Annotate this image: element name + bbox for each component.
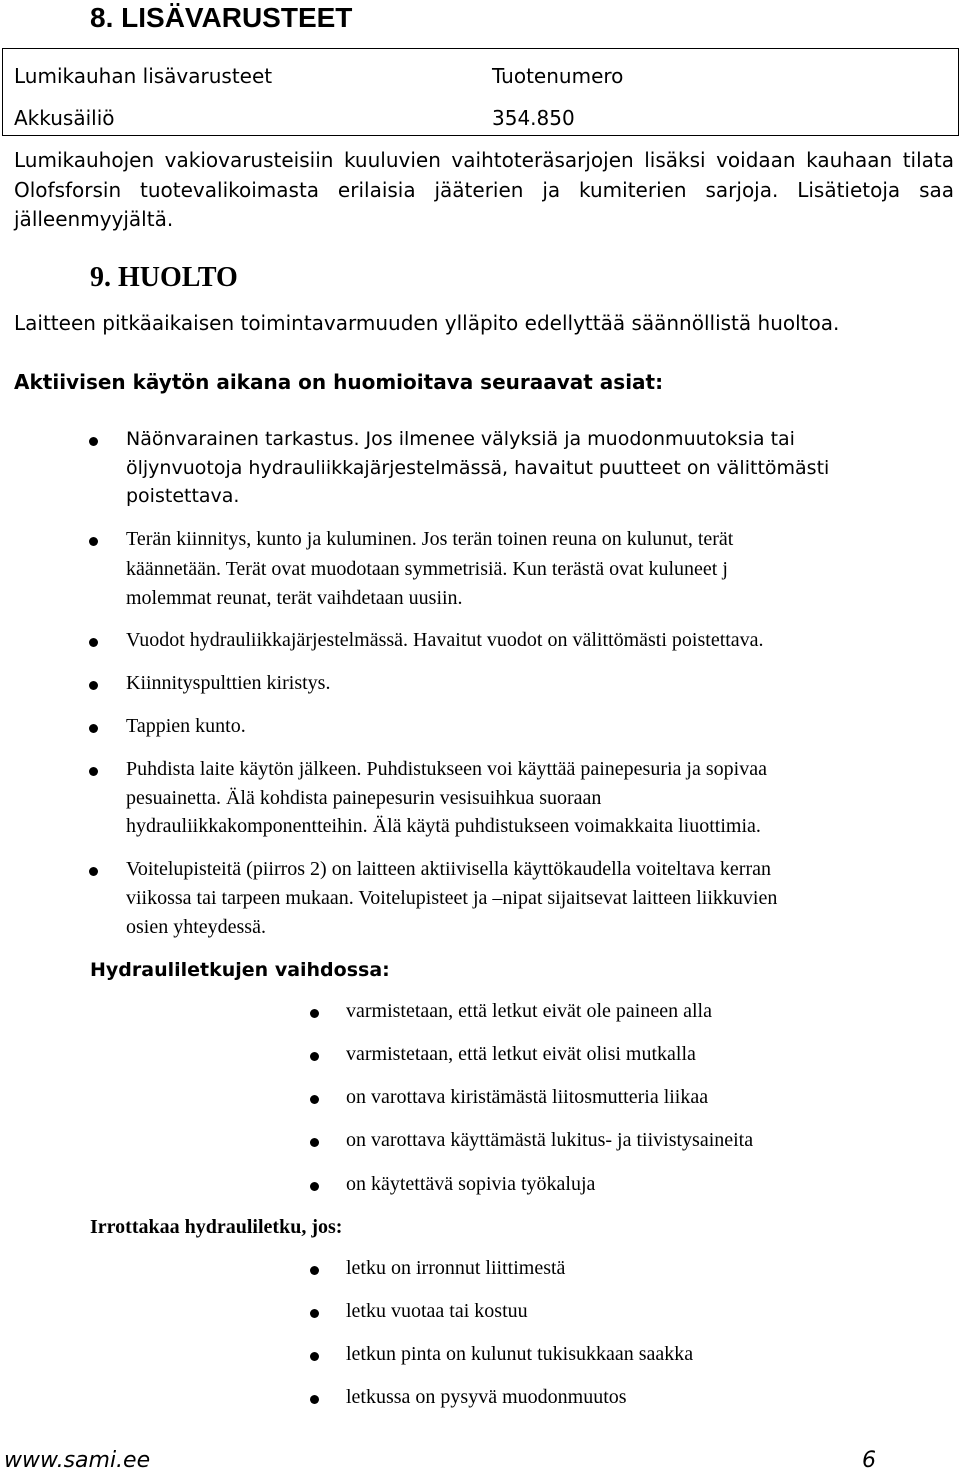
bullet-icon	[89, 767, 98, 776]
bullet-icon	[89, 537, 98, 546]
bullet-icon	[310, 1395, 319, 1404]
bullet-icon	[89, 867, 98, 876]
list-item-line: molemmat reunat, terät vaihdetaan uusiin.	[126, 587, 463, 609]
list-item-line: Tappien kunto.	[126, 715, 246, 737]
hose-item: on käytettävä sopivia työkaluja	[346, 1173, 596, 1195]
hose-heading: Hydrauliletkujen vaihdossa:	[90, 959, 390, 981]
active-use-heading: Aktiivisen käytön aikana on huomioitava seuraavat asiat:	[14, 370, 664, 394]
bullet-icon	[89, 638, 98, 647]
list-item-line: poistettava.	[126, 485, 240, 507]
hose-item: varmistetaan, että letkut eivät ole paineen alla	[346, 1000, 712, 1022]
bullet-icon	[89, 681, 98, 690]
bullet-icon	[89, 437, 98, 446]
list-item-line: Puhdista laite käytön jälkeen. Puhdistukseen voi käyttää painepesuria ja sopivaa	[126, 758, 767, 780]
list-item-line: osien yhteydessä.	[126, 916, 266, 938]
list-item-line: Vuodot hydrauliikkajärjestelmässä. Havaitut vuodot on välittömästi poistettava.	[126, 629, 764, 651]
list-item-line: öljynvuotoja hydrauliikkajärjestelmässä, havaitut puutteet on välittömästi	[126, 457, 830, 479]
list-item-line: käännetään. Terät ovat muodotaan symmetrisiä. Kun terästä ovat kuluneet j	[126, 558, 728, 580]
paragraph-line: jälleenmyyjältä.	[14, 207, 174, 231]
table-cell-item: Akkusäiliö	[14, 106, 115, 130]
bullet-icon	[310, 1052, 319, 1061]
list-item-line: viikossa tai tarpeen mukaan. Voitelupisteet ja –nipat sijaitsevat laitteen liikkuvien	[126, 887, 778, 909]
bullet-icon	[89, 724, 98, 733]
table-header-accessory: Lumikauhan lisävarusteet	[14, 64, 273, 88]
detach-item: letkussa on pysyvä muodonmuutos	[346, 1386, 627, 1408]
bullet-icon	[310, 1009, 319, 1018]
bullet-icon	[310, 1182, 319, 1191]
list-item-line: Voitelupisteitä (piirros 2) on laitteen aktiivisella käyttökaudella voiteltava kerran	[126, 858, 771, 880]
intro-text: Laitteen pitkäaikaisen toimintavarmuuden ylläpito edellyttää säännöllistä huoltoa.	[14, 311, 840, 335]
list-item-line: Näönvarainen tarkastus. Jos ilmenee välyksiä ja muodonmuutoksia tai	[126, 428, 795, 450]
page-number: 6	[862, 1448, 876, 1473]
table-border	[2, 48, 959, 136]
hose-item: on varottava kiristämästä liitosmutteria liikaa	[346, 1086, 709, 1108]
hose-item: varmistetaan, että letkut eivät olisi mutkalla	[346, 1043, 696, 1065]
table-cell-code: 354.850	[492, 106, 575, 130]
bullet-icon	[310, 1266, 319, 1275]
footer-website-link[interactable]: www.sami.ee	[4, 1448, 151, 1473]
paragraph-line: Lumikauhojen vakiovarusteisiin kuuluvien vaihtoteräsarjojen lisäksi voidaan kauhaan tilata	[14, 148, 954, 172]
hose-item: on varottava käyttämästä lukitus- ja tiivistysaineita	[346, 1129, 754, 1151]
list-item-line: Terän kiinnitys, kunto ja kuluminen. Jos terän toinen reuna on kulunut, terät	[126, 528, 734, 550]
detach-item: letku vuotaa tai kostuu	[346, 1300, 528, 1322]
detach-item: letku on irronnut liittimestä	[346, 1257, 566, 1279]
paragraph-line: Olofsforsin tuotevalikoimasta erilaisia jääterien ja kumiterien sarjoja. Lisätietoja saa	[14, 178, 954, 202]
list-item-line: pesuainetta. Älä kohdista painepesurin vesisuihkua suoraan	[126, 787, 602, 809]
bullet-icon	[310, 1309, 319, 1318]
section-8-title: 8. LISÄVARUSTEET	[90, 2, 353, 33]
bullet-icon	[310, 1138, 319, 1147]
bullet-icon	[310, 1095, 319, 1104]
list-item-line: hydrauliikkakomponentteihin. Älä käytä puhdistukseen voimakkaita liuottimia.	[126, 815, 761, 837]
list-item-line: Kiinnityspulttien kiristys.	[126, 672, 331, 694]
table-header-product-number: Tuotenumero	[492, 64, 624, 88]
detach-heading: Irrottakaa hydrauliletku, jos:	[90, 1216, 343, 1238]
detach-item: letkun pinta on kulunut tukisukkaan saakka	[346, 1343, 694, 1365]
section-9-title: 9. HUOLTO	[90, 262, 238, 293]
bullet-icon	[310, 1352, 319, 1361]
